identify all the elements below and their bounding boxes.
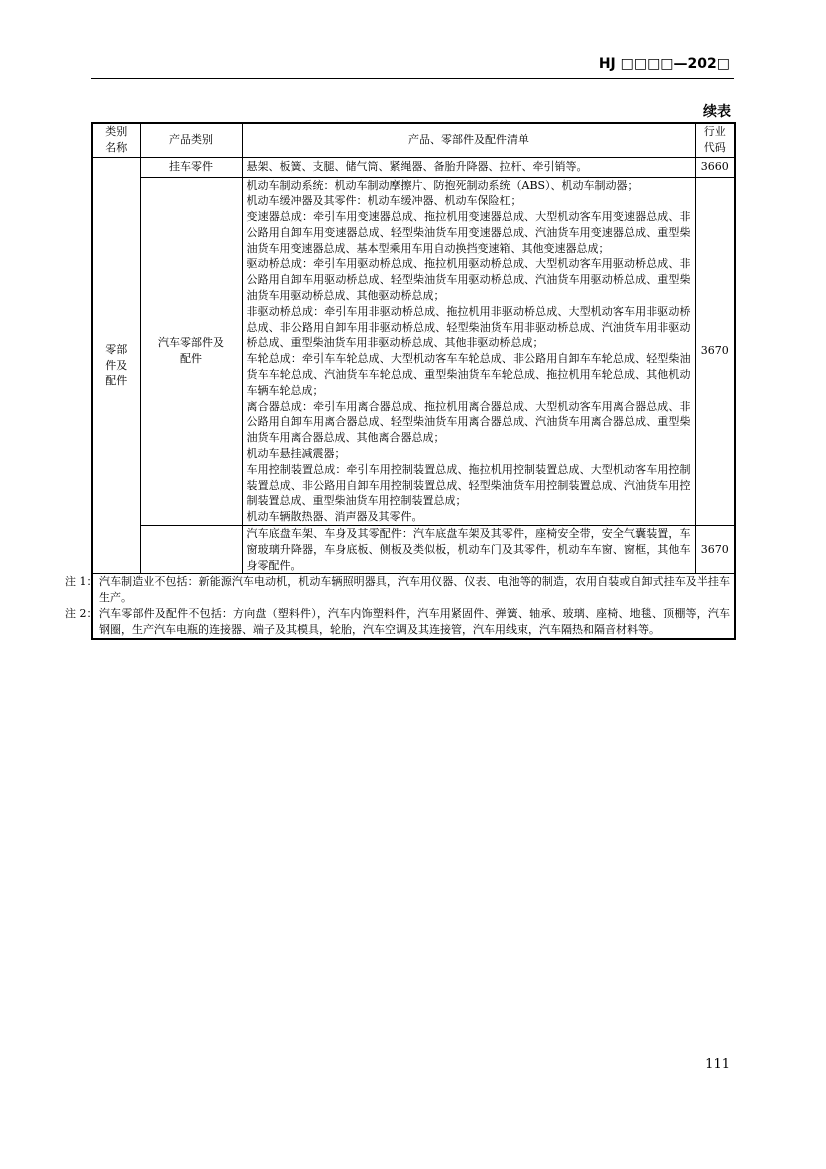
notes-cell	[65, 574, 735, 639]
note-text: 汽车零部件及配件不包括：方向盘（塑料件），汽车内饰塑料件，汽车用紧固件、弹簧、轴承、玻璃、座椅、地毯、顶棚等，汽车钢圈，生产汽车电瓶的连接器、端子及其模具，轮胎，汽车空调及其连接管，汽车用线束，汽车隔热和隔音材料等。	[99, 607, 730, 636]
row-items	[242, 177, 695, 526]
document-code: HJ □□□□—202□	[598, 56, 730, 72]
group-name-text: 零部 件及 配件	[105, 342, 128, 388]
row-category	[140, 526, 242, 574]
row-code: 3670	[695, 526, 735, 574]
row-code: 3670	[695, 177, 735, 526]
list-item: 悬架、板簧、支腿、储气筒、紧绳器、备胎升降器、拉杆、牵引销等。	[246, 160, 588, 174]
note-item	[65, 606, 730, 638]
table-row	[92, 157, 735, 177]
list-item: 车轮总成：牵引车车轮总成、大型机动客车车轮总成、非公路用自卸车车轮总成、轻型柴油货车车轮总成、汽油货车车轮总成、重型柴油货车车轮总成、拖拉机用车轮总成、其他机动车辆车轮总成；	[246, 352, 691, 397]
list-item: 机动车辆散热器、消声器及其零件。	[246, 510, 423, 524]
header-industry-code-text: 行业 代码	[703, 125, 726, 155]
table-row	[92, 526, 735, 574]
table-header-row	[92, 123, 735, 157]
note-label: 注 1：	[65, 575, 98, 589]
note-item	[65, 574, 730, 606]
list-item: 机动车悬挂减震器；	[246, 447, 346, 461]
continued-label: 续表	[703, 104, 731, 120]
row-category: 挂车零件	[140, 157, 242, 177]
list-item: 机动车缓冲器及其零件：机动车缓冲器、机动车保险杠；	[246, 194, 522, 208]
note-label: 注 2：	[65, 607, 98, 621]
list-item: 离合器总成：牵引车用离合器总成、拖拉机用离合器总成、大型机动客车用离合器总成、非公路用自卸车用离合器总成、轻型柴油货车用离合器总成、汽油货车用离合器总成、重型柴油货车用离合器总成、其他离合器总成；	[246, 399, 691, 445]
group-name-cell	[92, 157, 140, 574]
list-item: 车用控制装置总成：牵引车用控制装置总成、拖拉机用控制装置总成、大型机动客车用控制装置总成、非公路用自卸车用控制装置总成、轻型柴油货车用控制装置总成、汽油货车用控制装置总成、重型柴油货车用控制装置总成；	[246, 462, 691, 508]
list-item: 驱动桥总成：牵引车用驱动桥总成、拖拉机用驱动桥总成、大型机动客车用驱动桥总成、非公路用自卸车用驱动桥总成、轻型柴油货车用驱动桥总成、汽油货车用驱动桥总成、重型柴油货车用驱动桥总成、其他驱动桥总成；	[246, 257, 691, 303]
header-industry-code	[695, 123, 735, 157]
product-table	[65, 122, 736, 640]
header-product-list: 产品、零部件及配件清单	[242, 123, 695, 157]
list-item: 机动车制动系统：机动车制动摩擦片、防抱死制动系统（ABS）、机动车制动器；	[246, 178, 639, 192]
list-item: 变速器总成：牵引车用变速器总成、拖拉机用变速器总成、大型机动客车用变速器总成、非公路用自卸车用变速器总成、轻型柴油货车用变速器总成、汽油货车用变速器总成、重型柴油货车用变速器总成、基本型乘用车用自动换挡变速箱、其他变速器总成；	[246, 210, 691, 255]
list-item: 非驱动桥总成：牵引车用非驱动桥总成、拖拉机用非驱动桥总成、大型机动客车用非驱动桥总成、非公路用自卸车用非驱动桥总成、轻型柴油货车用非驱动桥总成、汽油货车用非驱动桥总成、重型柴油货车用非驱动桥总成、其他非驱动桥总成；	[246, 304, 691, 350]
notes-row	[92, 574, 735, 639]
list-item: 汽车底盘车架、车身及其零配件：汽车底盘车架及其零件，座椅安全带，安全气囊装置，车窗玻璃升降器，车身底板、侧板及类似板，机动车门及其零件，机动车车窗、窗框，其他车身零配件。	[246, 527, 691, 572]
header-product-category: 产品类别	[140, 123, 242, 157]
table-row	[92, 177, 735, 526]
page-number: 111	[705, 1057, 730, 1072]
header-category-name-text: 类别 名称	[105, 125, 128, 155]
note-text: 汽车制造业不包括：新能源汽车电动机，机动车辆照明器具，汽车用仪器、仪表、电池等的制造，农用自装或自卸式挂车及半挂车生产。	[99, 575, 730, 605]
row-category-text: 汽车零部件及 配件	[158, 336, 224, 366]
header-divider	[91, 78, 734, 79]
row-items	[242, 157, 695, 177]
row-category	[140, 177, 242, 526]
row-code: 3660	[695, 157, 735, 177]
header-category-name	[92, 123, 140, 157]
row-items	[242, 526, 695, 574]
